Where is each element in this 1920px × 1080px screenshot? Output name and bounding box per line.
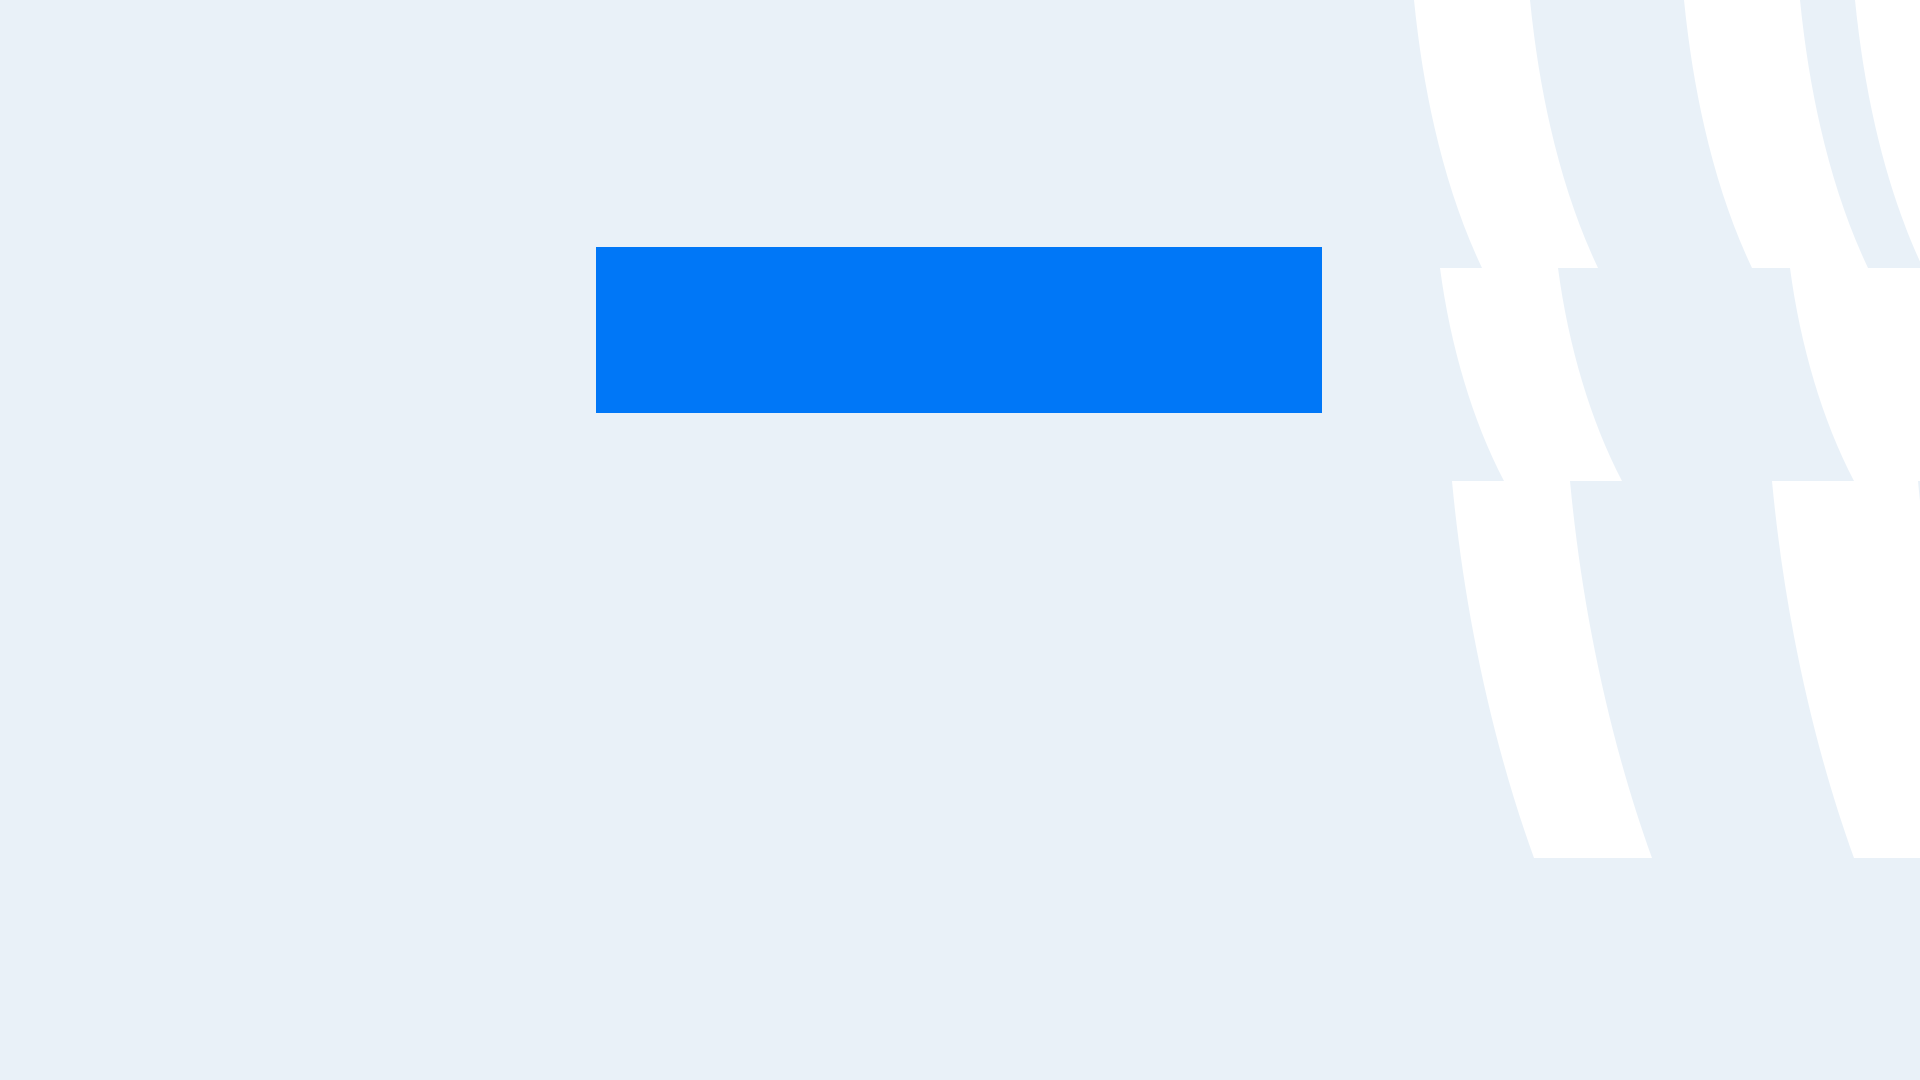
campaign-node [596, 247, 1322, 413]
